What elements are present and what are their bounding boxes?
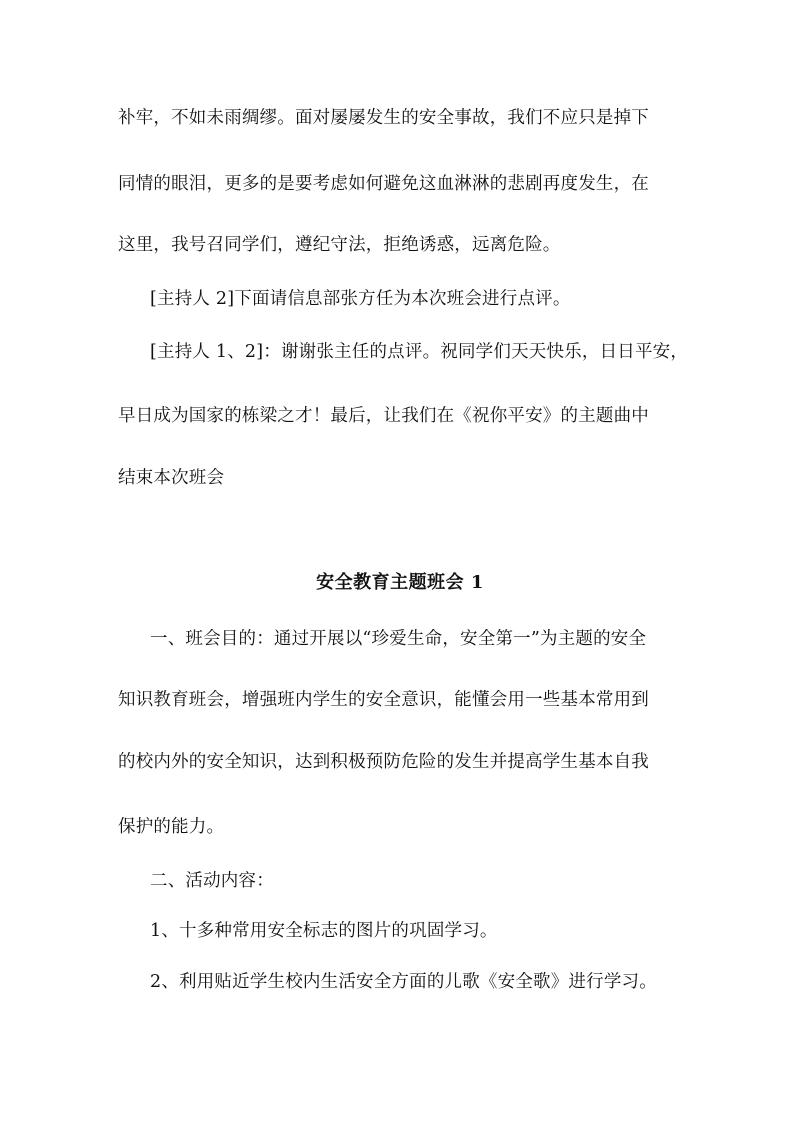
paragraph-line: [主持人 1、2]：谢谢张主任的点评。祝同学们天天快乐，日日平安， xyxy=(150,342,689,362)
paragraph-line: 保护的能力。 xyxy=(118,817,225,837)
paragraph-line: [主持人 2]下面请信息部张方任为本次班会进行点评。 xyxy=(150,289,571,309)
paragraph-line: 这里，我号召同学们，遵纪守法，拒绝诱惑，远离危险。 xyxy=(118,235,561,255)
paragraph-line: 结束本次班会 xyxy=(118,468,225,488)
paragraph-line: 的校内外的安全知识，达到积极预防危险的发生并提高学生基本自我 xyxy=(118,752,649,772)
paragraph-line: 1、十多种常用安全标志的图片的巩固学习。 xyxy=(150,921,498,941)
paragraph-line: 2、利用贴近学生校内生活安全方面的儿歌《安全歌》进行学习。 xyxy=(150,972,657,992)
paragraph-line: 知识教育班会，增强班内学生的安全意识，能懂会用一些基本常用到 xyxy=(118,690,649,710)
section-title: 安全教育主题班会 1 xyxy=(316,572,484,593)
paragraph-line: 一、班会目的：通过开展以“珍爱生命，安全第一”为主题的安全 xyxy=(150,629,647,649)
paragraph-line: 同情的眼泪，更多的是要考虑如何避免这血淋淋的悲剧再度发生，在 xyxy=(118,174,649,194)
paragraph-line: 二、活动内容： xyxy=(150,871,274,891)
paragraph-line: 早日成为国家的栋梁之才！最后，让我们在《祝你平安》的主题曲中 xyxy=(118,406,649,426)
paragraph-line: 补牢，不如未雨绸缪。面对屡屡发生的安全事故，我们不应只是掉下 xyxy=(118,108,649,128)
